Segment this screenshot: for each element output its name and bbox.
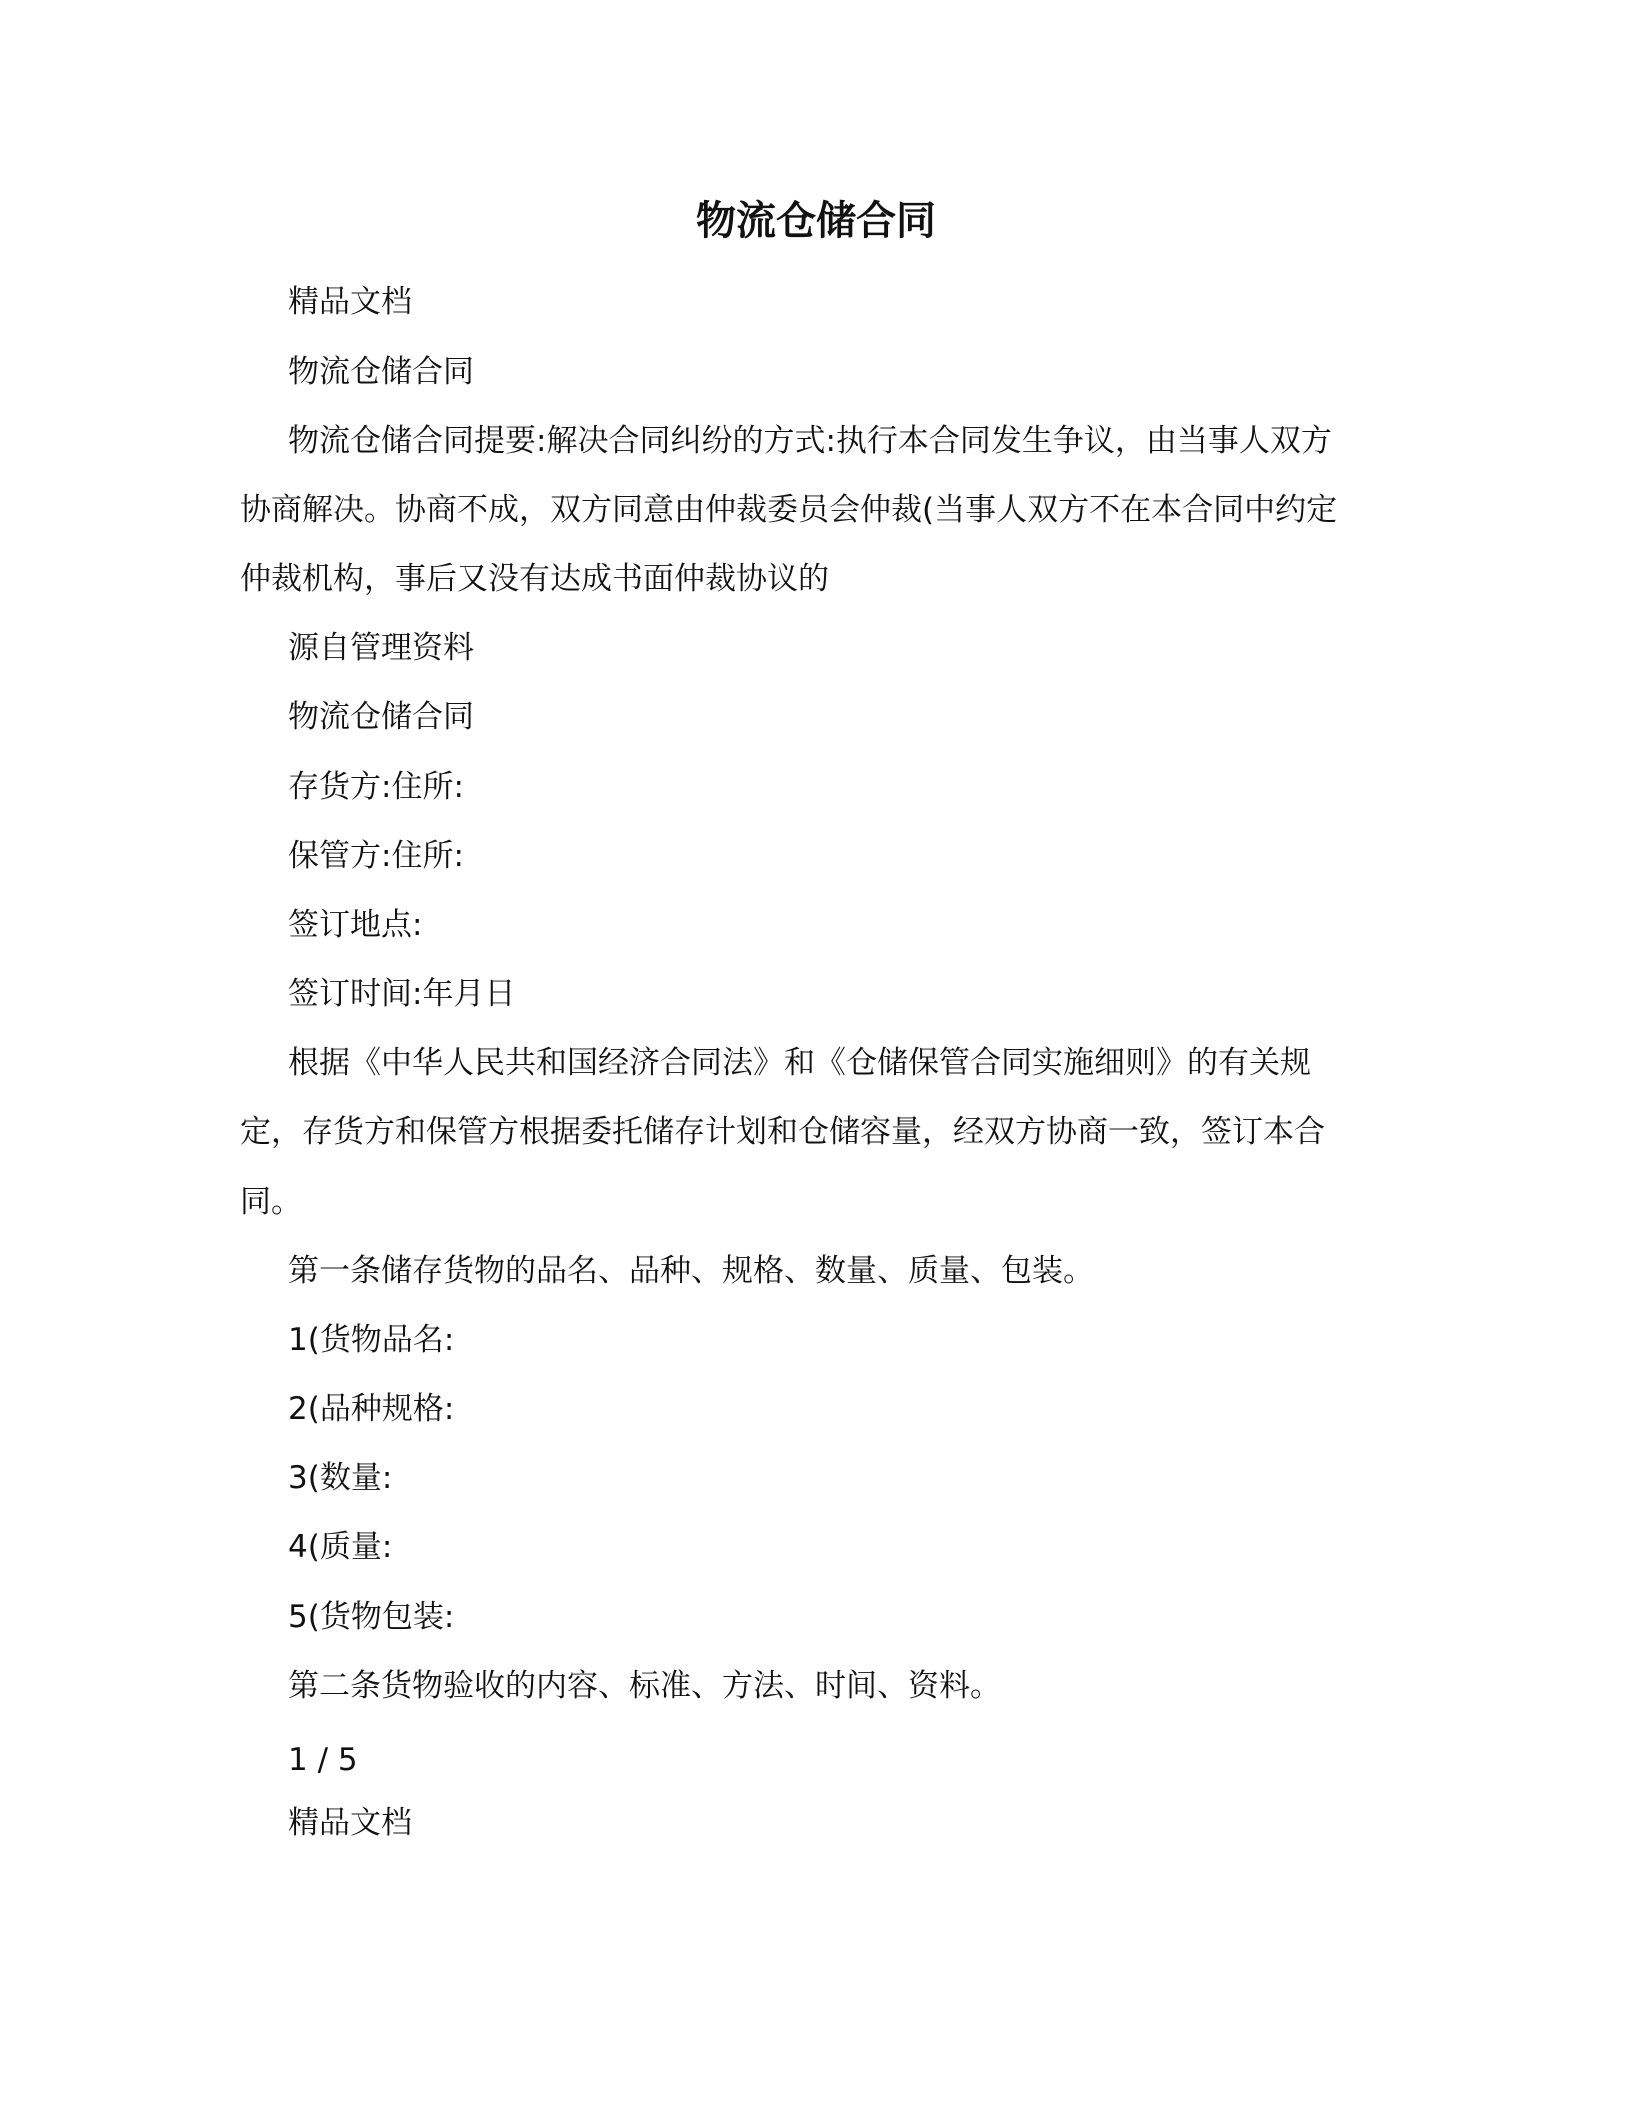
item-2: 2(品种规格: xyxy=(288,1391,455,1427)
signing-place-line: 签订地点: xyxy=(288,907,423,943)
preamble-line-2: 定，存货方和保管方根据委托储存计划和仓储容量，经双方协商一致，签订本合 xyxy=(240,1114,1325,1150)
contract-title: 物流仓储合同 xyxy=(288,699,474,735)
preamble-line-1: 根据《中华人民共和国经济合同法》和《仓储保管合同实施细则》的有关规 xyxy=(288,1045,1311,1081)
subtitle: 物流仓储合同 xyxy=(288,354,474,390)
custodian-line: 保管方:住所: xyxy=(288,838,464,874)
document-title: 物流仓储合同 xyxy=(696,198,936,244)
item-5: 5(货物包装: xyxy=(288,1599,455,1635)
item-3: 3(数量: xyxy=(288,1460,393,1496)
depositor-line: 存货方:住所: xyxy=(288,769,464,805)
summary-line-2: 协商解决。协商不成，双方同意由仲裁委员会仲裁(当事人双方不在本合同中约定 xyxy=(240,492,1338,528)
article-2: 第二条货物验收的内容、标准、方法、时间、资料。 xyxy=(288,1668,1001,1704)
article-1: 第一条储存货物的品名、品种、规格、数量、质量、包装。 xyxy=(288,1253,1094,1289)
page-number: 1 / 5 xyxy=(288,1742,358,1778)
header-label: 精品文档 xyxy=(288,284,412,320)
footer-label: 精品文档 xyxy=(288,1805,412,1841)
item-4: 4(质量: xyxy=(288,1529,393,1565)
item-1: 1(货物品名: xyxy=(288,1322,455,1358)
signing-time-line: 签订时间:年月日 xyxy=(288,976,516,1012)
source-line: 源自管理资料 xyxy=(288,630,474,666)
summary-line-1: 物流仓储合同提要:解决合同纠纷的方式:执行本合同发生争议，由当事人双方 xyxy=(288,423,1332,459)
preamble-line-3: 同。 xyxy=(240,1184,302,1220)
summary-line-3: 仲裁机构，事后又没有达成书面仲裁协议的 xyxy=(240,561,829,597)
